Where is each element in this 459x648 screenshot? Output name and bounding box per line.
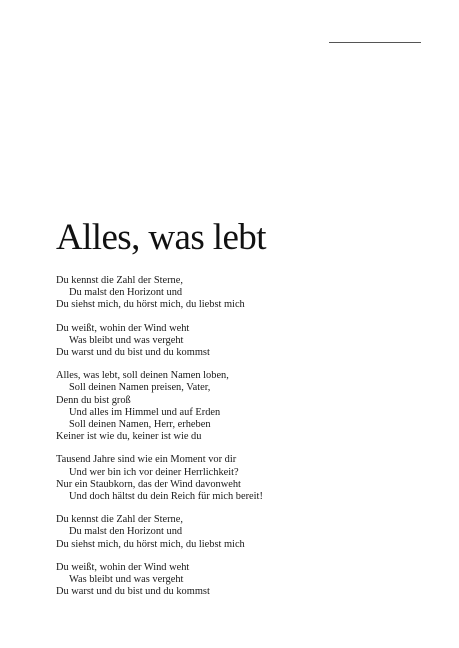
- poem-line: Du kennst die Zahl der Sterne,: [56, 514, 183, 526]
- stanza-6: [56, 562, 446, 599]
- poem-line: Soll deinen Namen, Herr, erheben: [69, 419, 211, 431]
- poem-line: Du malst den Horizont und: [69, 287, 183, 299]
- poem-line: Nur ein Staubkorn, das der Wind davonweht: [56, 478, 241, 490]
- poem-line: Denn du bist groß: [56, 394, 131, 406]
- stanza-4: [56, 454, 446, 503]
- header-rule: [329, 42, 421, 43]
- poem-line: Du warst und du bist und du kommst: [56, 347, 210, 359]
- poem-body: [56, 275, 446, 609]
- poem-line: Und wer bin ich vor deiner Herrlichkeit?: [69, 466, 239, 478]
- stanza-1: [56, 275, 446, 312]
- poem-line: Tausend Jahre sind wie ein Moment vor dir: [56, 454, 237, 466]
- poem-line: Du weißt, wohin der Wind weht: [56, 561, 190, 573]
- poem-line: Du warst und du bist und du kommst: [56, 586, 210, 598]
- poem-line: Soll deinen Namen preisen, Vater,: [69, 382, 211, 394]
- stanza-2: [56, 323, 446, 360]
- poem-line: Keiner ist wie du, keiner ist wie du: [56, 431, 202, 443]
- stanza-3: [56, 370, 446, 443]
- poem-line: Was bleibt und was vergeht: [69, 334, 184, 346]
- poem-line: Du kennst die Zahl der Sterne,: [56, 275, 183, 286]
- page-title: Alles, was lebt: [56, 217, 266, 258]
- poem-line: Und alles im Himmel und auf Erden: [69, 406, 221, 418]
- stanza-5: [56, 514, 446, 551]
- poem-line: Du siehst mich, du hörst mich, du liebst mich: [56, 538, 245, 550]
- poem-line: Und doch hältst du dein Reich für mich bereit!: [69, 491, 263, 503]
- poem-line: Du siehst mich, du hörst mich, du liebst mich: [56, 299, 245, 311]
- poem-line: Du malst den Horizont und: [69, 526, 183, 538]
- poem-line: Du weißt, wohin der Wind weht: [56, 322, 190, 334]
- poem-line: Was bleibt und was vergeht: [69, 574, 184, 586]
- poem-line: Alles, was lebt, soll deinen Namen loben,: [56, 370, 229, 382]
